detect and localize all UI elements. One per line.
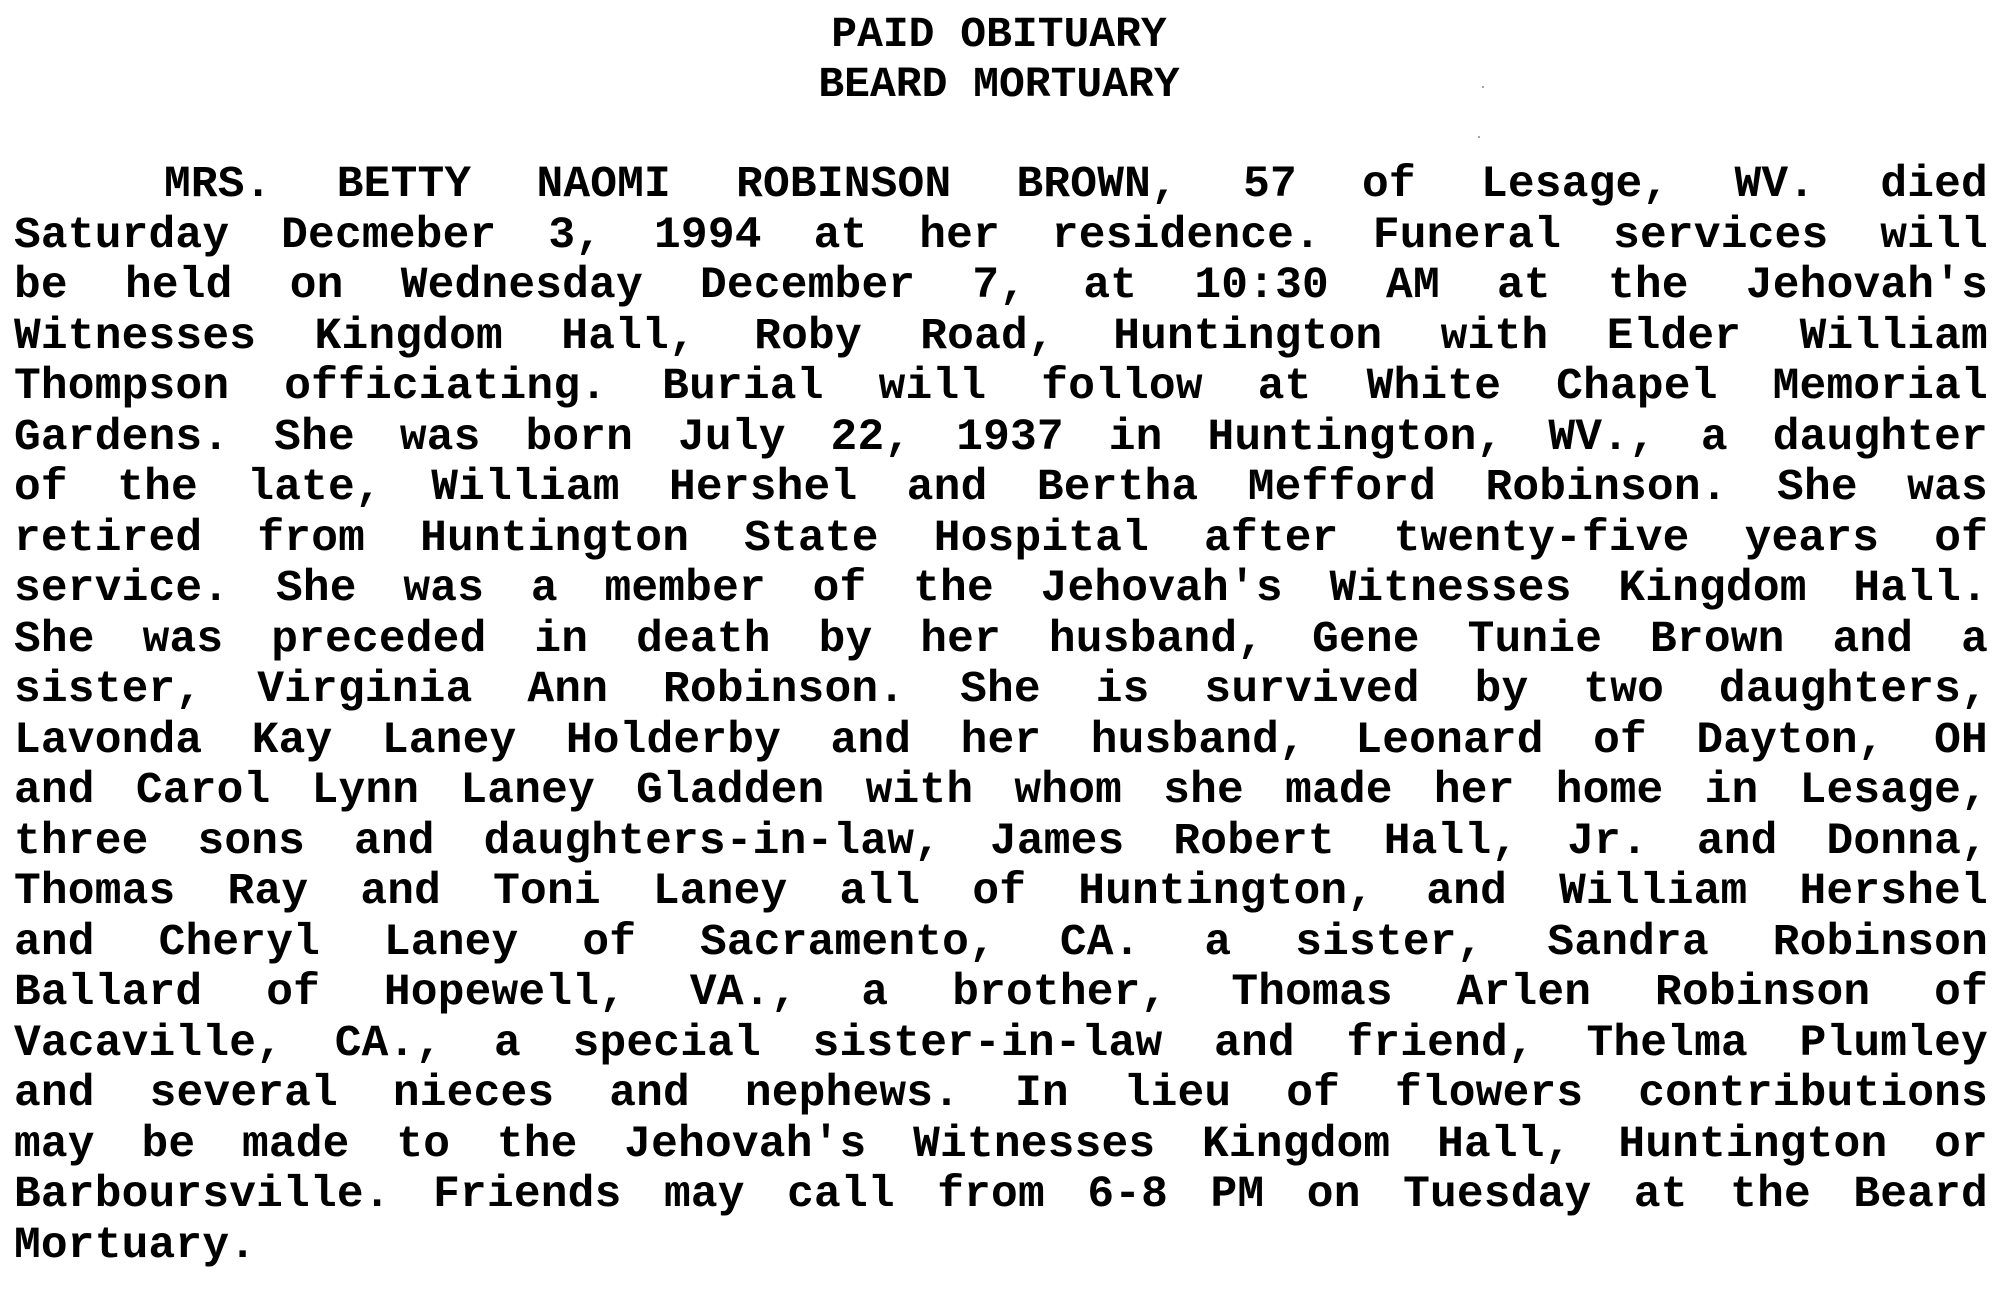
- obituary-header: [0, 10, 1998, 110]
- body-line: retired from Huntington State Hospital after twenty-five years of: [14, 513, 1988, 564]
- body-line: Lavonda Kay Laney Holderby and her husband, Leonard of Dayton, OH: [14, 715, 1988, 766]
- body-line: service. She was a member of the Jehovah's Witnesses Kingdom Hall.: [14, 564, 1988, 614]
- body-line: Ballard of Hopewell, VA., a brother, Thomas Arlen Robinson of: [14, 968, 1988, 1018]
- body-line: Mortuary.: [14, 1220, 257, 1271]
- body-line: of the late, William Hershel and Bertha Mefford Robinson. She was: [14, 463, 1988, 513]
- body-line: be held on Wednesday December 7, at 10:30 AM at the Jehovah's: [14, 261, 1988, 311]
- body-line: and Carol Lynn Laney Gladden with whom she made her home in Lesage,: [14, 766, 1988, 816]
- body-line: She was preceded in death by her husband, Gene Tunie Brown and a: [14, 614, 1988, 665]
- body-line: sister, Virginia Ann Robinson. She is survived by two daughters,: [14, 665, 1988, 715]
- body-line: Thomas Ray and Toni Laney all of Huntington, and William Hershel: [14, 867, 1988, 917]
- body-line: and several nieces and nephews. In lieu of flowers contributions: [14, 1069, 1988, 1119]
- body-line: may be made to the Jehovah's Witnesses Kingdom Hall, Huntington or: [14, 1119, 1988, 1170]
- body-line: Vacaville, CA., a special sister-in-law and friend, Thelma Plumley: [14, 1018, 1988, 1069]
- body-line: Witnesses Kingdom Hall, Roby Road, Huntington with Elder William: [14, 311, 1988, 362]
- body-line: three sons and daughters-in-law, James Robert Hall, Jr. and Donna,: [14, 816, 1988, 867]
- scan-speck: [1478, 136, 1480, 138]
- body-line: Thompson officiating. Burial will follow at White Chapel Memorial: [14, 362, 1988, 412]
- body-line: Saturday Decmeber 3, 1994 at her residence. Funeral services will: [14, 210, 1988, 261]
- body-line: Gardens. She was born July 22, 1937 in Huntington, WV., a daughter: [14, 412, 1988, 463]
- body-line: and Cheryl Laney of Sacramento, CA. a sister, Sandra Robinson: [14, 917, 1988, 968]
- header-mortuary: BEARD MORTUARY: [818, 60, 1180, 109]
- scan-speck: [1482, 86, 1484, 88]
- obituary-body: [14, 160, 1988, 1271]
- body-line: Barboursville. Friends may call from 6-8 PM on Tuesday at the Beard: [14, 1170, 1988, 1220]
- body-line: MRS. BETTY NAOMI ROBINSON BROWN, 57 of Lesage, WV. died: [164, 160, 1988, 210]
- header-title: PAID OBITUARY: [831, 10, 1167, 59]
